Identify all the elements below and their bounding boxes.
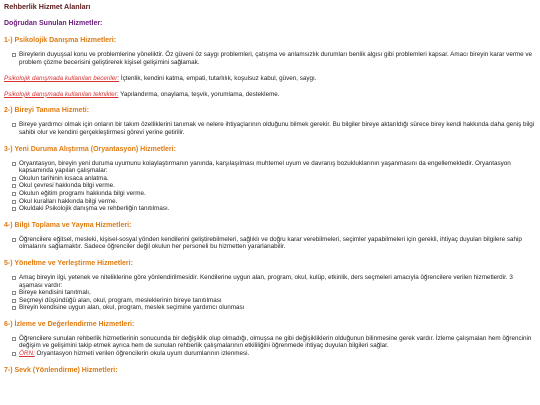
techniques-label: Psikolojik danışmada kullanılan teknikler:	[4, 90, 119, 98]
section-heading: 3-) Yeni Duruma Alıştırma (Oryantasyon) Hizmetleri:	[4, 145, 176, 153]
list-item-text: Okulun eğitim programı hakkında bilgi verme.	[19, 189, 146, 197]
list-item-text: Bireye kendisini tanıtmalı,	[19, 289, 91, 297]
bullet-box-icon	[12, 123, 16, 127]
bullet-box-icon	[12, 207, 16, 211]
example-label: ÖRN:	[19, 350, 35, 358]
list-item	[12, 175, 536, 183]
list-item	[12, 236, 536, 251]
list-item-text: Okulun tarihinin kısaca anlatma.	[19, 174, 109, 182]
bullet-box-icon	[12, 238, 16, 242]
section-heading: 6-) İzleme ve Değerlendirme Hizmetleri:	[4, 320, 135, 328]
list-item	[12, 335, 536, 350]
skills-label: Psikolojik danışmada kullanılan beceriler:	[4, 75, 120, 83]
section-izleme	[4, 320, 536, 358]
bullet-box-icon	[12, 162, 16, 166]
bullet-box-icon	[12, 299, 16, 303]
list-item	[12, 182, 536, 190]
bullet-box-icon	[12, 184, 16, 188]
bullet-box-icon	[12, 192, 16, 196]
list-item-text: Öğrencilere sunulan rehberlik hizmetlerinin sonucunda bir değişiklik olup olmadığı, olmuşsa ne gibi değişikliklerin olduğunun bilinmesine gerek vardır. İzleme çalışmaları hem öğrencinin değişim ve gelişimini takip etmek ayrıca hem de sunulan rehberlik çalışmalarının etkililiğini öğrenmede ihtiyaç duyulan bilgileri sağlar.	[19, 334, 532, 350]
section-sevk	[4, 366, 536, 375]
section-bilgi-toplama	[4, 221, 536, 251]
skills-text: İçtenlik, kendini katma, empati, tutarlılık, koşulsuz kabul, güven, saygı.	[119, 75, 317, 83]
bullet-box-icon	[12, 337, 16, 341]
list-item-text: Bireye yardımcı olmak için onların bir takım özelliklerini tanımak ve nelere ihtiyaçlarının olduğunu bilmek gerekir. Bu bilgiler bireye aktarıldığı sürece birey kendi hakkında daha geniş bilgi sahibi olur ve kendini gerçekleştirmesi görevi yerine getirilir.	[19, 121, 535, 136]
section-bireyi-tanima	[4, 106, 536, 136]
list-item	[12, 198, 536, 206]
list-item-text: Bireyin kendisine uygun alan, okul, program, meslek seçimine yardımcı olunması	[19, 304, 245, 312]
section-yoneltme	[4, 259, 536, 312]
list-item-text: Oryantasyon, bireyin yeni duruma uyumunu kolaylaştırmanın yanında, karşılaşılması muhtemel uyum ve davranış bozukluklarının yaşanmasını da engellemektedir. Oryantasyon kapsamında yapılan çalışmalar:	[19, 159, 511, 175]
bullet-box-icon	[12, 276, 16, 280]
list-item-text: Okul kuralları hakkında bilgi verme.	[19, 197, 118, 205]
list-item-text: Okul çevresi hakkında bilgi verme.	[19, 182, 115, 190]
list-item-text: Okuldaki Psikolojik danışma ve rehberliğin tanıtılması.	[19, 205, 170, 213]
section-heading: 2-) Bireyi Tanıma Hizmeti:	[4, 107, 90, 115]
list-item	[12, 205, 536, 213]
bullet-box-icon	[12, 53, 16, 57]
list-item-text: Seçmeyi düşündüğü alan, okul, program, mesleklerinin bireye tanıtılması	[19, 296, 222, 304]
example-note	[12, 350, 536, 358]
bullet-box-icon	[12, 200, 16, 204]
list-item-text: Öğrencilere eğitsel, mesleki, kişisel-sosyal yönden kendilerini geliştirebilmeleri, sağlıklı ve doğru karar verebilmeleri, seçimler yapabilmeleri için gerekli, ihtiyaç duyulan bilgilere sahip olmalarını sağlamaktır. Sadece öğrenciler değil okulun her personeli bu hizmetten yararlanabilir.	[19, 235, 522, 251]
section-heading: 7-) Sevk (Yönlendirme) Hizmetleri:	[4, 366, 118, 374]
list-item	[12, 289, 536, 297]
techniques-paragraph	[4, 91, 536, 99]
list-item	[12, 121, 536, 136]
example-text: Oryantasyon hizmeti verilen öğrencilerin okula uyum durumlarının izlenmesi.	[34, 350, 250, 358]
bullet-box-icon	[12, 291, 16, 295]
page-subtitle: Doğrudan Sunulan Hizmetler:	[4, 20, 103, 27]
list-item-text: Amaç bireyin ilgi, yetenek ve niteliklerine göre yönlendirilmesidir. Kendilerine uygun alan, program, okul, kulüp, etkinlik, ders seçmeleri amacıyla öğrencilere verilen hizmetlerdir. 3 aşaması vardır:	[19, 273, 513, 289]
list-item	[12, 304, 536, 312]
list-item	[12, 274, 536, 289]
techniques-text: Yapılandırma, onaylama, teşvik, yorumlama, destekleme.	[118, 90, 280, 98]
section-heading: 1-) Psikolojik Danışma Hizmetleri:	[4, 37, 117, 44]
section-psikolojik-danisma	[4, 36, 536, 98]
bullet-box-icon	[12, 306, 16, 310]
page-title: Rehberlik Hizmet Alanları	[4, 2, 91, 11]
section-oryantasyon	[4, 145, 536, 213]
list-item	[12, 297, 536, 305]
list-item	[12, 190, 536, 198]
section-heading: 4-) Bilgi Toplama ve Yayma Hizmetleri:	[4, 221, 132, 229]
list-item	[12, 160, 536, 175]
list-item	[12, 51, 536, 66]
section-heading: 5-) Yöneltme ve Yerleştirme Hizmetleri:	[4, 259, 133, 267]
bullet-box-icon	[12, 352, 16, 356]
skills-paragraph	[4, 75, 536, 83]
list-item-text: Bireylerin duyuşsal konu ve problemlerine yöneliktir. Öz güveni öz saygı problemleri, çatışma ve anlamsızlık durumları benlik algısı gibi problemleri kapsar. Amacı bireyin karar verme ve problem çözme becerisini geliştirerek kişisel gelişimini sağlamak.	[19, 51, 533, 66]
bullet-box-icon	[12, 177, 16, 181]
